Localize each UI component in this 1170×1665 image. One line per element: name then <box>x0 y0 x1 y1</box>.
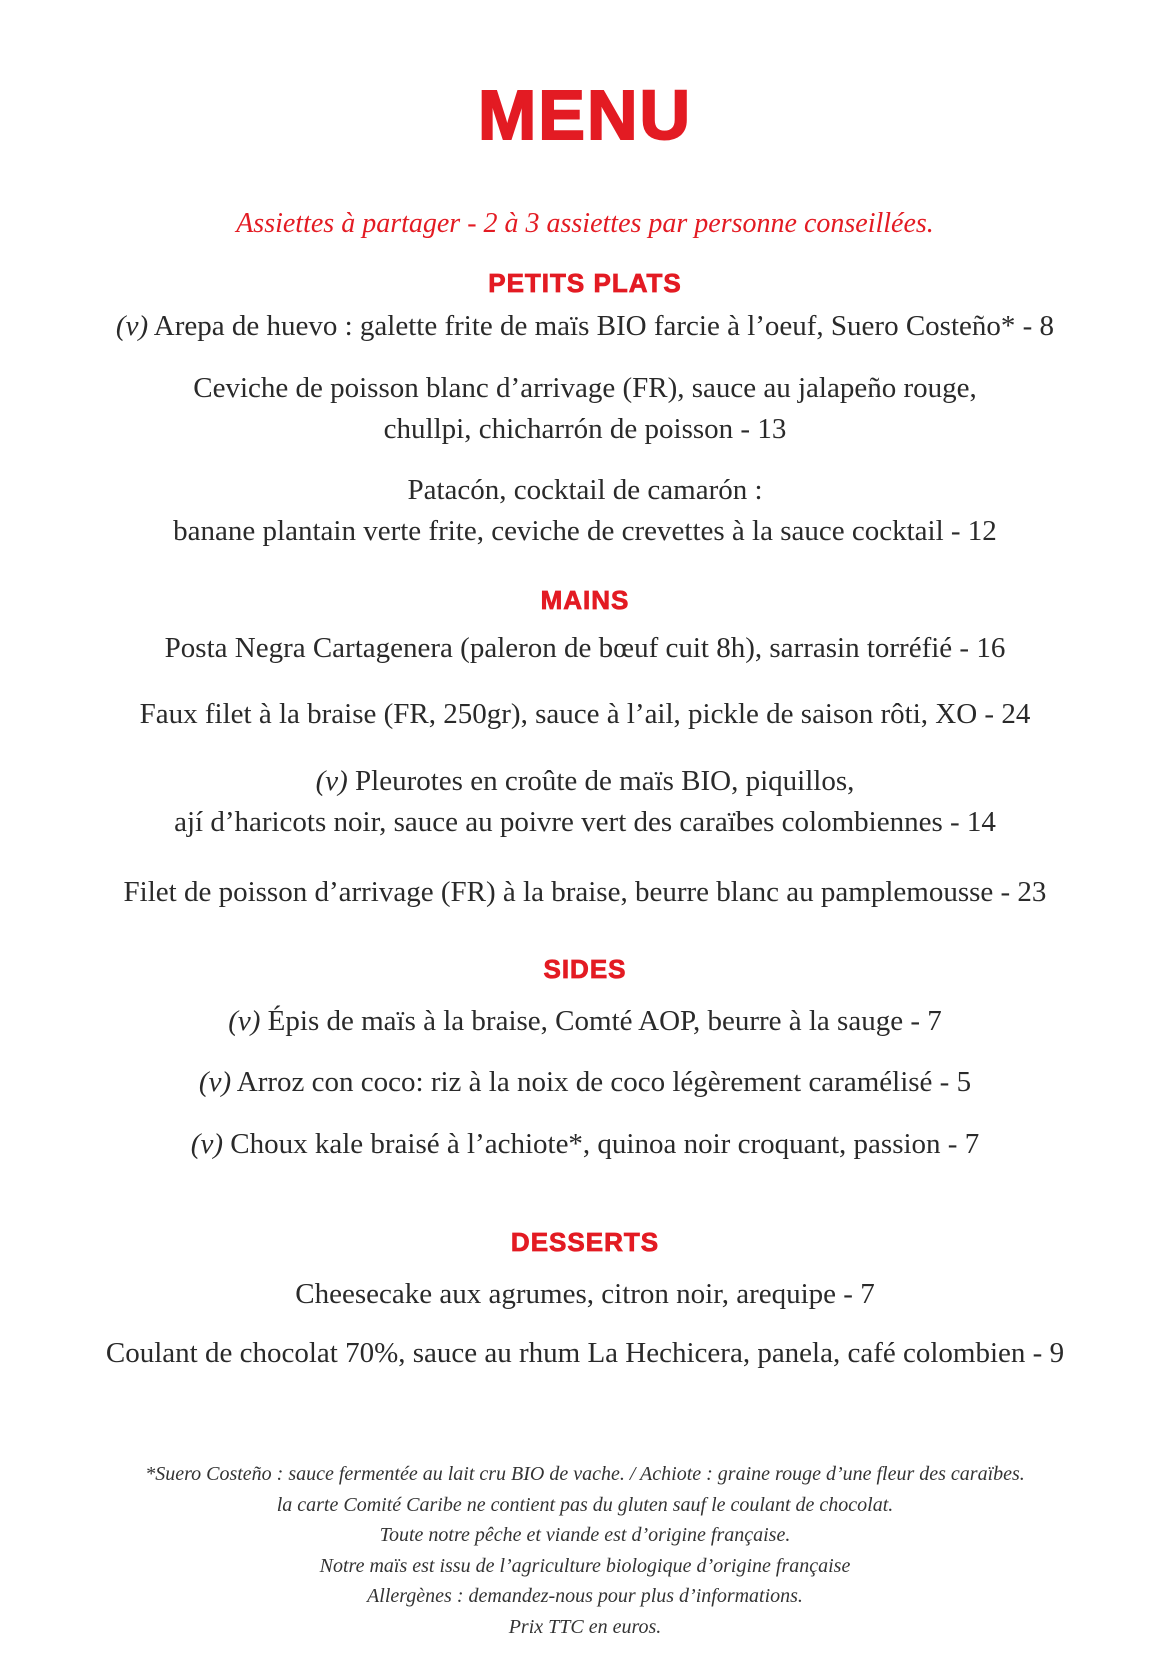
menu-item-line: Ceviche de poisson blanc d’arrivage (FR), sauce au jalapeño rouge, <box>193 372 977 404</box>
menu-item-line: banane plantain verte frite, ceviche de crevettes à la sauce cocktail - 12 <box>173 515 997 547</box>
vegetarian-marker: (v) <box>228 1005 261 1037</box>
menu-item-text: Arepa de huevo : galette frite de maïs BIO farcie à l’oeuf, Suero Costeño* - 8 <box>153 310 1055 342</box>
menu-item-text: Posta Negra Cartagenera (paleron de bœuf cuit 8h), sarrasin torréfié - 16 <box>164 632 1006 664</box>
section-title-desserts: DESSERTS <box>510 1227 660 1257</box>
menu-item-ceviche <box>20 368 1150 450</box>
vegetarian-marker: (v) <box>115 310 149 342</box>
section-title-petits-plats: PETITS PLATS <box>488 268 682 298</box>
menu-item-posta-negra <box>20 628 1150 669</box>
menu-subtitle: Assiettes à partager - 2 à 3 assiettes par personne conseillées. <box>236 208 934 239</box>
menu-item-choux-kale <box>20 1124 1150 1165</box>
vegetarian-marker: (v) <box>190 1128 223 1160</box>
menu-item-faux-filet <box>20 694 1150 735</box>
menu-item-text: Épis de maïs à la braise, Comté AOP, beurre à la sauge - 7 <box>267 1005 942 1037</box>
menu-title: MENU <box>477 76 693 154</box>
menu-item-line: chullpi, chicharrón de poisson - 13 <box>383 413 787 445</box>
menu-item-epis-mais <box>20 1001 1150 1042</box>
footer-line: Toute notre pêche et viande est d’origine française. <box>379 1524 791 1546</box>
footer-line: Notre maïs est issu de l’agriculture biologique d’origine française <box>319 1554 851 1577</box>
menu-item-filet-poisson <box>20 872 1150 913</box>
menu-item-line: ají d’haricots noir, sauce au poivre vert des caraïbes colombiennes - 14 <box>174 806 996 838</box>
footer-notes <box>0 1459 1170 1642</box>
menu-item-patacon <box>20 470 1150 552</box>
footer-line: Allergènes : demandez-nous pour plus d’informations. <box>367 1585 803 1607</box>
vegetarian-marker: (v) <box>315 765 348 797</box>
footer-line: Prix TTC en euros. <box>508 1615 662 1638</box>
vegetarian-marker: (v) <box>198 1066 232 1098</box>
menu-item-arepa <box>20 306 1150 347</box>
menu-item-pleurotes <box>20 761 1150 843</box>
footer-line: *Suero Costeño : sauce fermentée au lait cru BIO de vache. / Achiote : graine rouge d’une fleur des caraïbes. <box>145 1463 1025 1485</box>
menu-item-text: Filet de poisson d’arrivage (FR) à la braise, beurre blanc au pamplemousse - 23 <box>123 876 1047 908</box>
menu-item-coulant <box>20 1333 1150 1374</box>
footer-line: la carte Comité Caribe ne contient pas du gluten sauf le coulant de chocolat. <box>276 1493 894 1516</box>
menu-item-line: Patacón, cocktail de camarón : <box>407 474 763 506</box>
menu-item-arroz-coco <box>20 1062 1150 1103</box>
section-title-sides: SIDES <box>543 954 627 984</box>
section-title-mains: MAINS <box>540 585 630 615</box>
menu-item-line: Pleurotes en croûte de maïs BIO, piquillos, <box>355 765 855 797</box>
menu-item-text: Coulant de chocolat 70%, sauce au rhum La Hechicera, panela, café colombien - 9 <box>105 1337 1065 1369</box>
menu-item-text: Cheesecake aux agrumes, citron noir, arequipe - 7 <box>295 1278 875 1310</box>
menu-item-cheesecake <box>20 1274 1150 1315</box>
menu-item-text: Faux filet à la braise (FR, 250gr), sauce à l’ail, pickle de saison rôti, XO - 24 <box>139 698 1031 730</box>
menu-item-text: Choux kale braisé à l’achiote*, quinoa noir croquant, passion - 7 <box>230 1128 980 1160</box>
menu-item-text: Arroz con coco: riz à la noix de coco légèrement caramélisé - 5 <box>236 1066 972 1098</box>
